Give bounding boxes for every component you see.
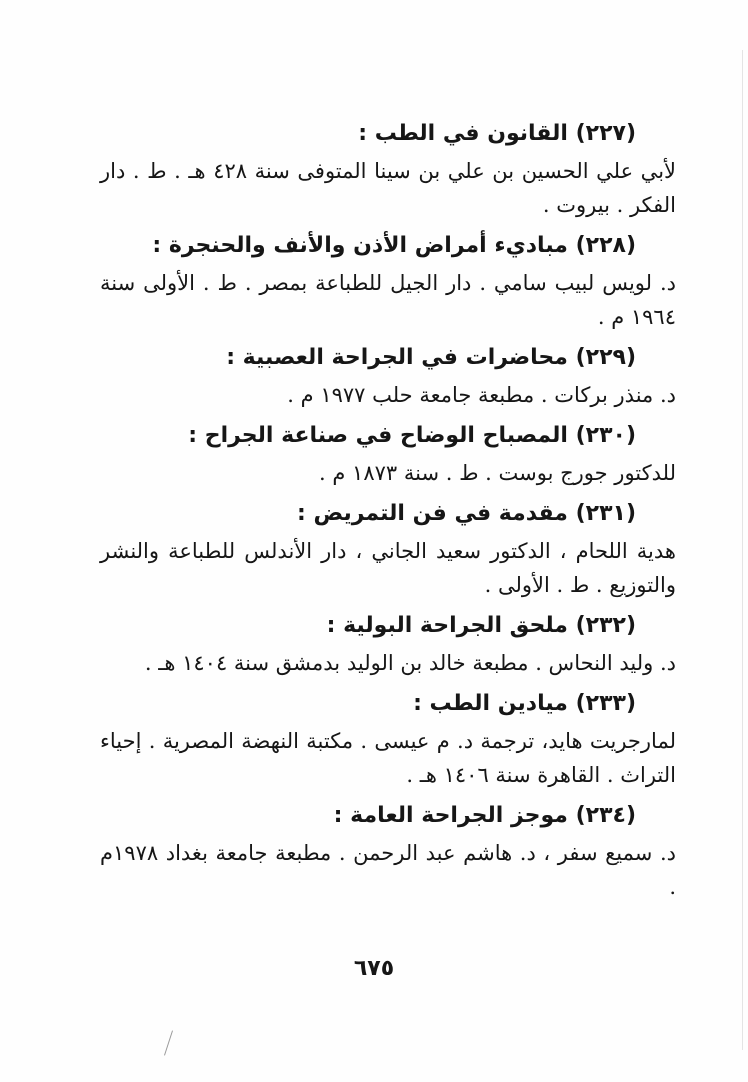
bibliography-entry-232 <box>100 608 676 680</box>
entry-heading: (٢٢٨) مباديء أمراض الأذن والأنف والحنجرة : <box>152 233 636 258</box>
page-number: ٦٧٥ <box>353 956 395 981</box>
entry-heading: (٢٣٣) ميادين الطب : <box>413 691 636 716</box>
entry-heading: (٢٢٧) القانون في الطب : <box>358 121 636 146</box>
entry-heading: (٢٢٩) محاضرات في الجراحة العصبية : <box>226 345 636 370</box>
entry-heading: (٢٣٢) ملحق الجراحة البولية : <box>326 613 636 638</box>
entry-body: د. سميع سفر ، د. هاشم عبد الرحمن . مطبعة جامعة بغداد ١٩٧٨م . <box>100 841 676 899</box>
bibliography-entry-228 <box>100 228 676 334</box>
bibliography-entry-227 <box>100 116 676 222</box>
entry-heading: (٢٣٠) المصباح الوضاح في صناعة الجراح : <box>188 423 636 448</box>
entry-body: للدكتور جورج بوست . ط . سنة ١٨٧٣ م . <box>319 461 676 485</box>
entry-body: لمارجريت هايد، ترجمة د. م عيسى . مكتبة النهضة المصرية . إحياء التراث . القاهرة سنة ١٤٠٦ هـ . <box>100 729 676 787</box>
entry-heading: (٢٣١) مقدمة في فن التمريض : <box>297 501 636 526</box>
entry-body: هدية اللحام ، الدكتور سعيد الجاني ، دار الأندلس للطباعة والنشر والتوزيع . ط . الأولى . <box>100 539 676 597</box>
bibliography-entry-234 <box>100 798 676 904</box>
bibliography-entry-229 <box>100 340 676 412</box>
scan-artifact-mark <box>164 1030 173 1055</box>
bibliography-entry-231 <box>100 496 676 602</box>
bibliography-list <box>100 116 676 910</box>
bibliography-entry-230 <box>100 418 676 490</box>
entry-body: د. وليد النحاس . مطبعة خالد بن الوليد بدمشق سنة ١٤٠٤ هـ . <box>144 651 676 675</box>
bibliography-entry-233 <box>100 686 676 792</box>
entry-body: د. لويس لبيب سامي . دار الجيل للطباعة بمصر . ط . الأولى سنة ١٩٦٤ م . <box>100 271 676 329</box>
entry-heading: (٢٣٤) موجز الجراحة العامة : <box>333 803 636 828</box>
entry-body: د. منذر بركات . مطبعة جامعة حلب ١٩٧٧ م . <box>287 383 676 407</box>
scan-edge-shadow <box>742 50 743 1050</box>
entry-body: لأبي علي الحسين بن علي بن سينا المتوفى سنة ٤٢٨ هـ . ط . دار الفكر . بيروت . <box>100 159 677 217</box>
